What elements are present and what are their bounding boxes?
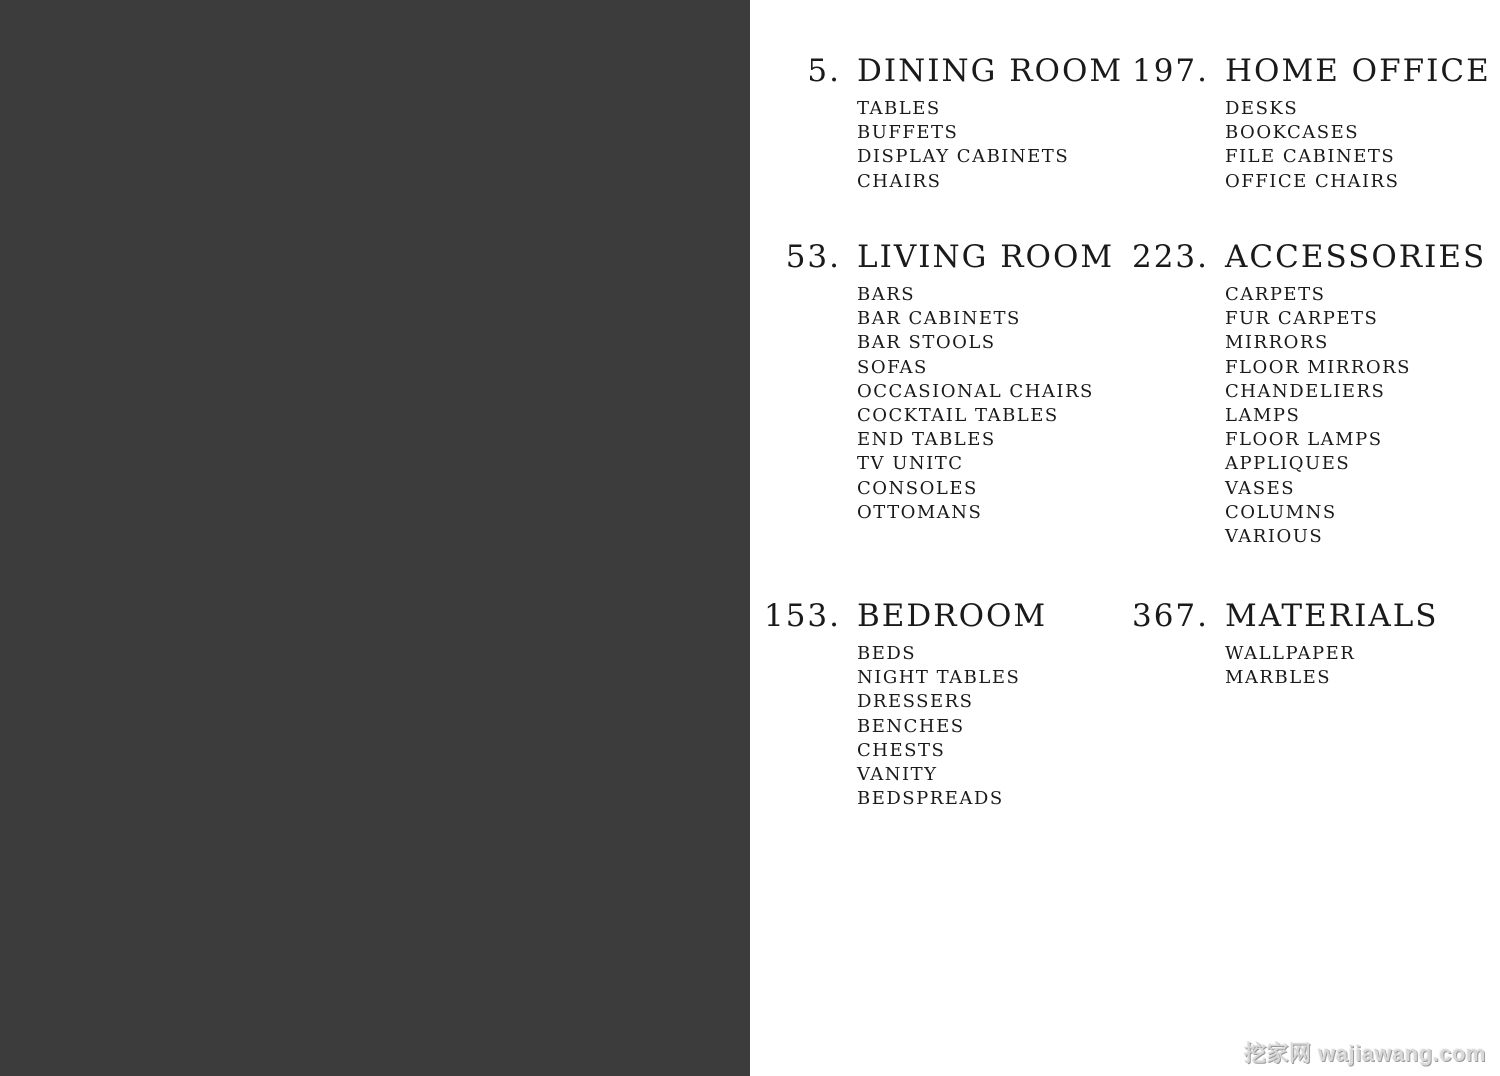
list-item: FILE CABINETS [1225,146,1396,168]
list-item: WALLPAPER [1225,643,1356,664]
list-item: FLOOR MIRRORS [1225,356,1412,378]
section-title: DINING ROOM [857,53,1124,89]
section-page-number: 223. [1131,239,1209,275]
section-title: BEDROOM [857,598,1048,634]
list-item: BENCHES [857,715,965,737]
section-page-number: 197. [1131,53,1209,89]
list-item: BUFFETS [857,122,959,144]
list-item: CARPETS [1225,284,1326,305]
section-item-list [857,283,1094,525]
list-item: VASES [1225,477,1296,499]
list-item: VARIOUS [1225,526,1324,548]
list-item: CHANDELIERS [1225,380,1386,402]
list-item: BAR STOOLS [857,332,996,354]
list-item: APPLIQUES [1225,453,1351,475]
section-title: MATERIALS [1225,598,1439,634]
list-item: TABLES [857,98,941,119]
list-item: BEDSPREADS [857,788,1004,810]
list-item: COLUMNS [1225,501,1337,523]
list-item: VANITY [857,764,938,786]
list-item: END TABLES [857,429,996,451]
list-item: MARBLES [1225,667,1332,689]
section-page-number: 153. [763,598,841,634]
list-item: COCKTAIL TABLES [857,405,1059,427]
list-item: OCCASIONAL CHAIRS [857,380,1094,402]
list-item: LAMPS [1225,405,1301,427]
list-item: FUR CARPETS [1225,308,1379,330]
list-item: MIRRORS [1225,332,1329,354]
list-item: SOFAS [857,356,928,378]
section-item-list [857,642,1020,811]
watermark: 挖家网 wajiawang.com [1244,1041,1486,1066]
section-page-number: 367. [1131,598,1209,634]
list-item: DRESSERS [857,691,974,713]
section-item-list [857,97,1069,194]
section-item-list [1225,97,1399,194]
list-item: BARS [857,284,916,305]
section-title: ACCESSORIES [1225,239,1487,275]
section-item-list [1225,283,1411,549]
list-item: OTTOMANS [857,501,983,523]
list-item: FLOOR LAMPS [1225,429,1383,451]
contents-page [750,0,1500,1076]
list-item: CHAIRS [857,170,942,192]
list-item: OFFICE CHAIRS [1225,170,1400,192]
section-item-list [1225,642,1355,690]
list-item: NIGHT TABLES [857,667,1021,689]
section-title: LIVING ROOM [857,239,1115,275]
list-item: BEDS [857,643,917,664]
list-item: CONSOLES [857,477,978,499]
list-item: TV UNITC [857,453,964,475]
list-item: BAR CABINETS [857,308,1021,330]
section-page-number: 53. [785,239,841,275]
list-item: CHESTS [857,739,946,761]
list-item: BOOKCASES [1225,122,1360,144]
list-item: DISPLAY CABINETS [857,146,1070,168]
list-item: DESKS [1225,98,1299,119]
section-title: HOME OFFICE [1225,53,1491,89]
section-page-number: 5. [807,53,841,89]
